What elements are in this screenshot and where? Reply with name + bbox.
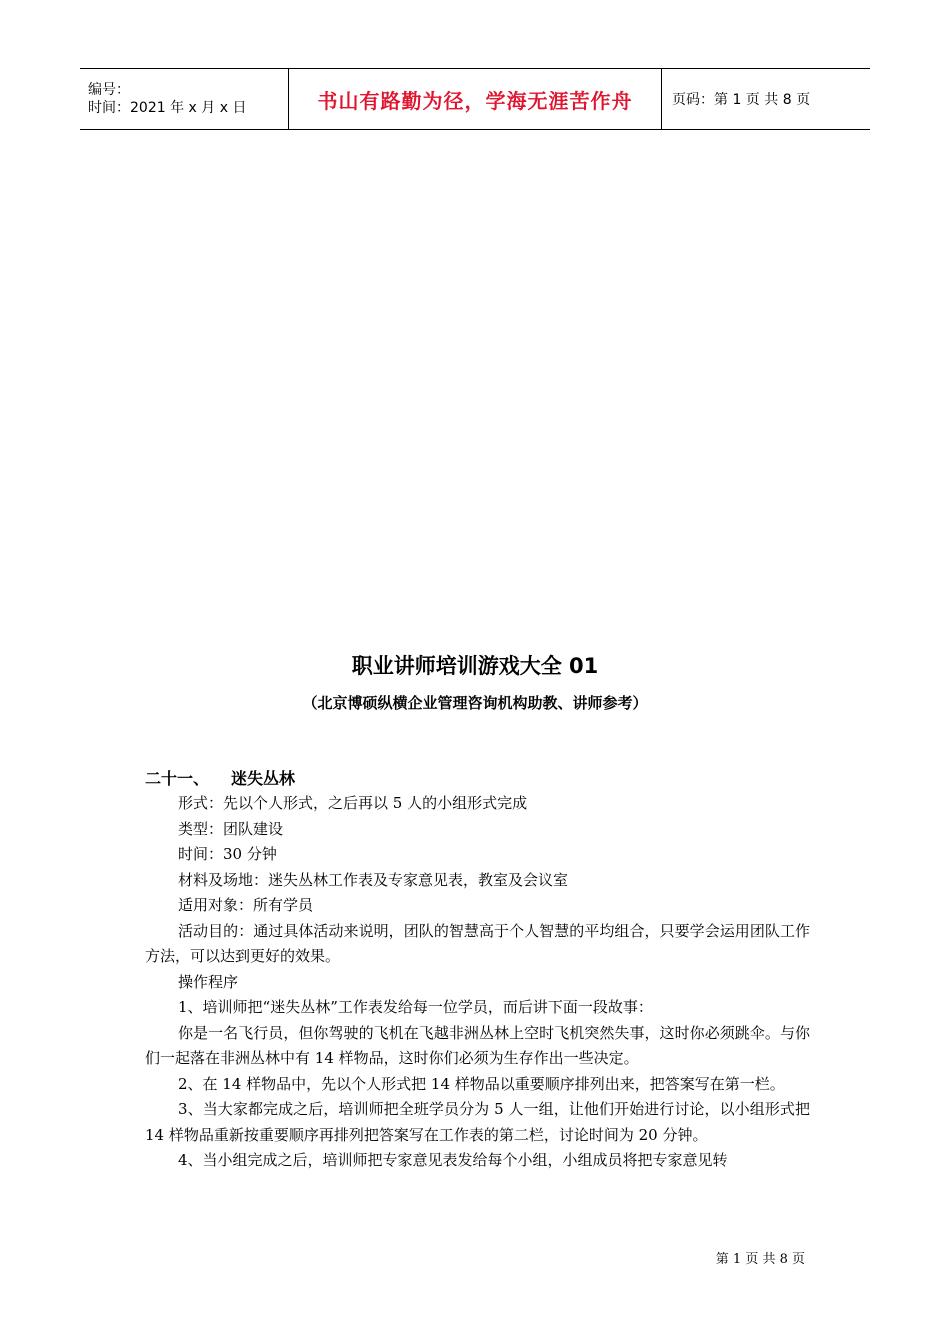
section-number: 二十一、	[145, 769, 210, 788]
paragraph-step-2: 2、在 14 样物品中，先以个人形式把 14 样物品以重要顺序排列出来，把答案写在第一栏。	[178, 1074, 785, 1093]
paragraph-time: 时间：30 分钟	[178, 845, 277, 863]
paragraph-step-4: 4、当小组完成之后，培训师把专家意见表发给每个小组，小组成员将把专家意见转	[178, 1151, 728, 1169]
paragraph-procedure-heading: 操作程序	[178, 972, 239, 991]
header-page-label: 页码：第 1 页 共 8 页	[672, 92, 811, 108]
document-subtitle: （北京博硕纵横企业管理咨询机构助教、讲师参考）	[302, 694, 648, 712]
page-footer: 第 1 页 共 8 页	[715, 1252, 805, 1267]
document-time-label: 时间：2021 年 x 月 x 日	[88, 100, 247, 116]
paragraph-step-3: 3、当大家都完成之后，培训师把全班学员分为 5 人一组，让他们开始进行讨论，以小组形式把 14 样物品重新按重要顺序再排列把答案写在工作表的第二栏，讨论时间为 20 分钟。	[145, 1100, 810, 1144]
header-meta	[80, 69, 289, 130]
paragraph-form: 形式：先以个人形式，之后再以 5 人的小组形式完成	[178, 794, 528, 812]
paragraph-story: 你是一名飞行员，但你驾驶的飞机在飞越非洲丛林上空时飞机突然失事，这时你必须跳伞。与你们一起落在非洲丛林中有 14 样物品，这时你们必须为生存作出一些决定。	[145, 1023, 810, 1067]
paragraph-purpose: 活动目的：通过具体活动来说明，团队的智慧高于个人智慧的平均组合，只要学会运用团队工作方法，可以达到更好的效果。	[145, 921, 810, 965]
header-motto: 书山有路勤为径，学海无涯苦作舟	[317, 88, 633, 113]
paragraph-materials: 材料及场地：迷失丛林工作表及专家意见表，教室及会议室	[178, 870, 569, 889]
header-motto-cell	[289, 69, 662, 130]
document-title: 职业讲师培训游戏大全 01	[351, 654, 599, 678]
section-name: 迷失丛林	[231, 769, 296, 788]
paragraph-audience: 适用对象：所有学员	[178, 896, 314, 914]
document-number-label: 编号：	[88, 82, 130, 98]
header-table	[80, 68, 870, 130]
paragraph-step-1: 1、培训师把“迷失丛林”工作表发给每一位学员，而后讲下面一段故事：	[178, 998, 653, 1016]
paragraph-type: 类型：团队建设	[178, 819, 284, 838]
section-heading	[145, 766, 295, 789]
body-text	[145, 791, 810, 1174]
